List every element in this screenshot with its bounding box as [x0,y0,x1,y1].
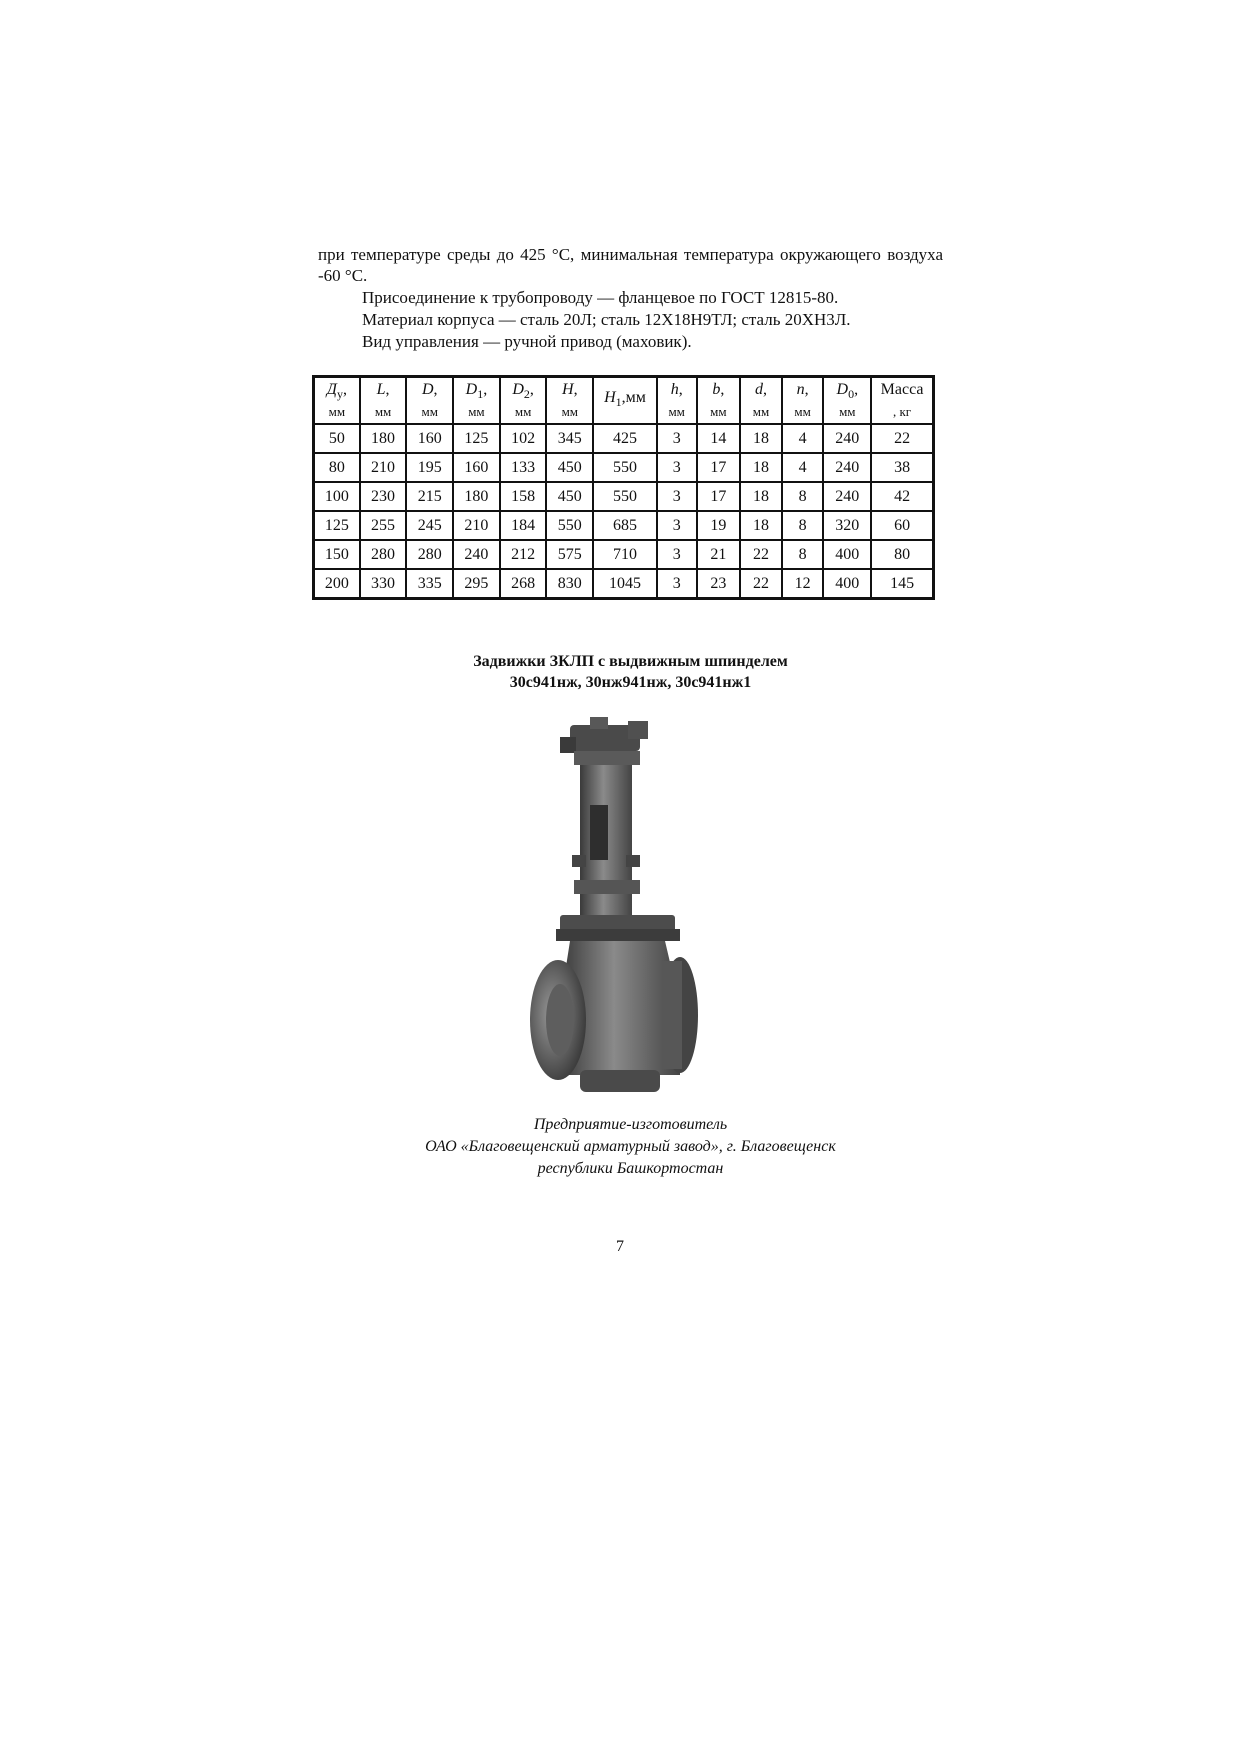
table-cell: 240 [453,540,500,569]
table-header-cell: $D_0$, мм [823,377,871,424]
material-paragraph: Материал корпуса — сталь 20Л; сталь 12Х18Н9ТЛ; сталь 20ХН3Л. [362,310,851,329]
table-body [314,424,933,598]
intro-paragraph-1: при температуре среды до 425 °С, минимальная температура окружающего воздуха -60 °С. [318,245,943,285]
table-cell: 8 [782,511,824,540]
table-cell: 240 [823,482,871,511]
table-cell: 3 [657,482,697,511]
table-cell: 38 [871,453,933,482]
table-cell: 125 [314,511,360,540]
table-header-cell: H, мм [546,377,593,424]
table-cell: 50 [314,424,360,453]
table-cell: 212 [500,540,547,569]
table-header-cell: h, мм [657,377,697,424]
table-header-cell: D, мм [406,377,453,424]
table-cell: 550 [546,511,593,540]
table-cell: 550 [593,453,657,482]
table-header-cell: $D_1$, мм [453,377,500,424]
manufacturer-region: республики Башкортостан [537,1160,724,1177]
table-cell: 240 [823,453,871,482]
table-cell: 450 [546,482,593,511]
table-cell: 145 [871,569,933,598]
connection-paragraph: Присоединение к трубопроводу — фланцевое по ГОСТ 12815-80. [362,288,839,307]
table-cell: 575 [546,540,593,569]
table-cell: 8 [782,540,824,569]
table-row [314,540,933,569]
table-cell: 550 [593,482,657,511]
table-cell: 335 [406,569,453,598]
page-number: 7 [616,1238,624,1255]
table-cell: 22 [740,569,782,598]
table-cell: 184 [500,511,547,540]
table-cell: 160 [453,453,500,482]
table-cell: 4 [782,424,824,453]
table-cell: 215 [406,482,453,511]
section-subtitle-models: 30с941нж, 30нж941нж, 30с941нж1 [509,674,752,691]
table-cell: 210 [360,453,407,482]
table-cell: 18 [740,511,782,540]
dimensions-table [312,375,935,600]
table-cell: 4 [782,453,824,482]
table-cell: 42 [871,482,933,511]
table-cell: 18 [740,453,782,482]
table-cell: 19 [697,511,741,540]
table-header-cell: $H_1,мм$ [593,377,657,424]
table-row [314,453,933,482]
table-cell: 150 [314,540,360,569]
table-cell: 18 [740,482,782,511]
table-cell: 245 [406,511,453,540]
table-cell: 685 [593,511,657,540]
table-cell: 710 [593,540,657,569]
table-cell: 280 [360,540,407,569]
table-cell: 100 [314,482,360,511]
table-header-cell: d, мм [740,377,782,424]
table-cell: 320 [823,511,871,540]
table-header-cell: n, мм [782,377,824,424]
table-header-cell: b, мм [697,377,741,424]
table-header-cell: $D_2$, мм [500,377,547,424]
manufacturer-label: Предприятие-изготовитель [533,1116,728,1133]
table-cell: 8 [782,482,824,511]
table-cell: 400 [823,540,871,569]
table-cell: 230 [360,482,407,511]
manufacturer-name: ОАО «Благовещенский арматурный завод», г. Благовещенск [425,1138,836,1155]
table-cell: 1045 [593,569,657,598]
table-cell: 60 [871,511,933,540]
table-row [314,482,933,511]
gate-valve-photo [530,715,720,1110]
table-cell: 17 [697,453,741,482]
table-cell: 200 [314,569,360,598]
table-cell: 80 [871,540,933,569]
table-cell: 18 [740,424,782,453]
table-cell: 3 [657,424,697,453]
table-cell: 21 [697,540,741,569]
table-cell: 3 [657,569,697,598]
table-cell: 268 [500,569,547,598]
table-cell: 133 [500,453,547,482]
control-type-paragraph: Вид управления — ручной привод (маховик). [362,332,692,351]
table-cell: 330 [360,569,407,598]
table-cell: 210 [453,511,500,540]
table-row [314,424,933,453]
table-cell: 3 [657,453,697,482]
table-cell: 180 [360,424,407,453]
table-cell: 450 [546,453,593,482]
table-cell: 23 [697,569,741,598]
table-header-cell: L, мм [360,377,407,424]
table-cell: 240 [823,424,871,453]
table-cell: 195 [406,453,453,482]
table-cell: 3 [657,511,697,540]
table-header-row [314,377,933,424]
table-cell: 125 [453,424,500,453]
table-cell: 102 [500,424,547,453]
table-cell: 3 [657,540,697,569]
table-cell: 280 [406,540,453,569]
table-cell: 180 [453,482,500,511]
table-cell: 295 [453,569,500,598]
table-cell: 400 [823,569,871,598]
table-row [314,511,933,540]
table-cell: 12 [782,569,824,598]
table-cell: 158 [500,482,547,511]
table-cell: 160 [406,424,453,453]
table-cell: 22 [740,540,782,569]
table-cell: 830 [546,569,593,598]
table-cell: 255 [360,511,407,540]
table-cell: 22 [871,424,933,453]
table-cell: 80 [314,453,360,482]
table-header-cell: Масса , кг [871,377,933,424]
table-header-cell: $Д_у$, мм [314,377,360,424]
table-cell: 17 [697,482,741,511]
section-title: Задвижки ЗКЛП с выдвижным шпинделем [473,653,788,670]
table-cell: 425 [593,424,657,453]
table-row [314,569,933,598]
table-cell: 345 [546,424,593,453]
table-cell: 14 [697,424,741,453]
